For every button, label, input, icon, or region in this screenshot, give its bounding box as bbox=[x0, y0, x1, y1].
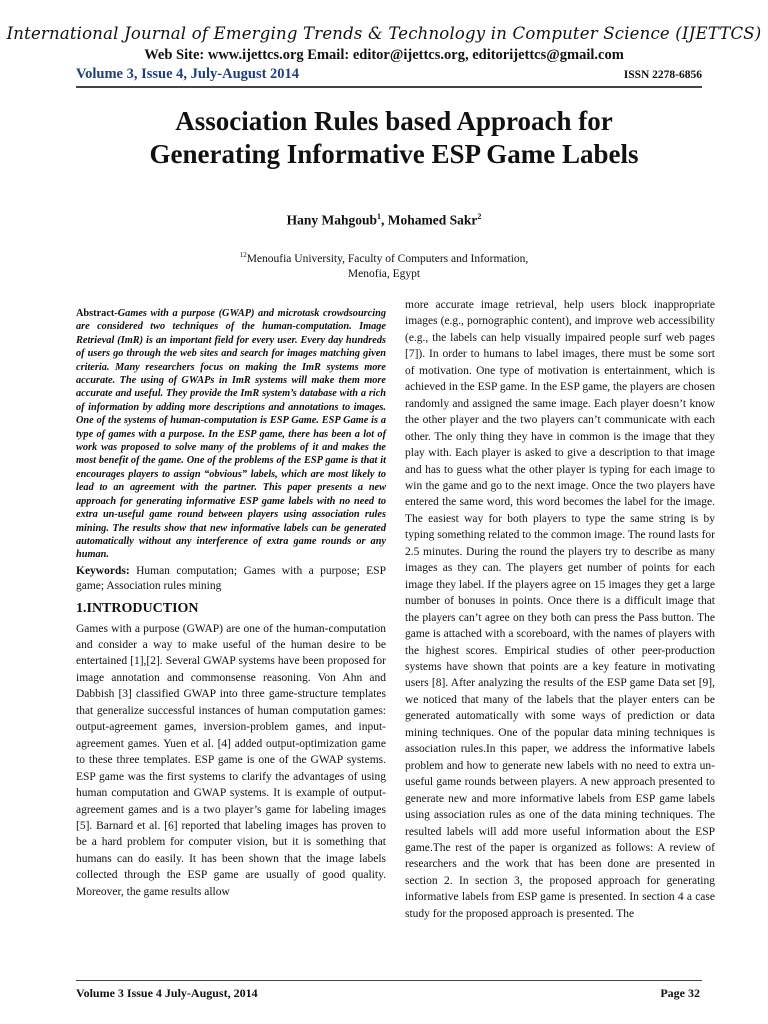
footer-divider bbox=[76, 980, 702, 981]
authors bbox=[0, 212, 768, 229]
volume-info: Volume 3, Issue 4, July-August 2014 bbox=[76, 66, 300, 82]
issn: ISSN 2278-6856 bbox=[623, 69, 702, 81]
journal-website-line: Web Site: www.ijettcs.org Email: editor@ijettcs.org, editorijettcs@gmail.com bbox=[144, 47, 624, 63]
left-column bbox=[76, 307, 386, 900]
author-1-affiliation-mark: 1 bbox=[377, 212, 381, 221]
section-heading-introduction: 1.INTRODUCTION bbox=[76, 600, 199, 616]
affiliation-line-1: Menoufia University, Faculty of Computers and Information, bbox=[246, 252, 529, 265]
author-1: Hany Mahgoub bbox=[286, 212, 377, 228]
page-number: Page 32 bbox=[660, 986, 700, 1000]
introduction-text-right: more accurate image retrieval, help users block inappropriate images (e.g., pornographic content), and improve web accessibility (e.g., the labels can help visually impaired people surf web pages [7]). In order to humans to label images, there must be some sort of motivation. One type of motivation is entertainment, which is achieved in the ESP game. In the ESP game, the players are chosen randomly and assigned the same image. Each player doesn’t know the other player and the two players can’t communicate with each other. The only thing they have in common is the image that they play with. Each player is asked to give a description to that image and has to guess what the other player is typing for each image to win the game and go to the next image. Once the two players have entered the same word, this word becomes the label for the image. The easiest way for both players to type the same string is by typing something related to the common image. The round lasts for 2.5 minutes. During the round the players try to describe as many images as they can. The players get number of points for each image they label. If the players agree on 15 images they get a large number of bonuses in points. Once there is a difficult image that the players can’t agree on they both can press the Pass button. The game is attached with a scoreboard, with the names of players with the highest scores. Empirical studies of other peer-production systems have shown that points are a key feature in motivating users [8]. After analyzing the results of the ESP game Data set [9], we noticed that many of the labels that the player enters can be generated automatically with some ways of prediction or data mining techniques. One of the popular data mining techniques is association rules.In this paper, we address the informative labels problem and how to generate new labels with no need to extra un-useful game rounds between players. A new approach presented to generate new and more informative labels from ESP game labels using association rules as one of the data mining techniques. The resulted labels will add more useful information about the ESP game.The rest of the paper is organized as follows: A review of researchers and the work that has been done are presented in section 2. In section 3, the proposed approach for generating informative labels from ESP game is presented. In section 4 a case study for the proposed approach is presented. The bbox=[405, 299, 715, 920]
keywords-label: Keywords: bbox=[76, 564, 130, 577]
footer-volume: Volume 3 Issue 4 July-August, 2014 bbox=[76, 986, 258, 1000]
keywords-text: Human computation; Games with a purpose; ESP game; Association rules mining bbox=[76, 564, 386, 593]
affiliation-mark: 12 bbox=[239, 251, 247, 259]
volume-issn-line bbox=[76, 66, 702, 83]
journal-title: International Journal of Emerging Trends & Technology in Computer Science (IJETTCS) bbox=[6, 24, 762, 43]
author-2-affiliation-mark: 2 bbox=[477, 212, 482, 221]
header-divider bbox=[76, 86, 702, 88]
affiliation bbox=[0, 248, 768, 282]
abstract bbox=[76, 307, 386, 562]
introduction-text-left: Games with a purpose (GWAP) are one of the human-computation and consider a way to make useful of the human desire to be entertained [1],[2]. Several GWAP systems have been proposed for image annotation and commonsense reasoning. Von Ahn and Dabbish [3] classified GWAP into three game-structure templates that generalize successful instances of human computation games: output-agreement games, inversion-problem games, and input-agreement games. Yuen et al. [4] added output-optimization game to these three templates. ESP game is one of the GWAP systems. ESP game was the first systems to clarify the advantages of using human computation and GWAP systems. It is example of output-agreement games and is a two player’s game for labeling images [5]. Barnard et al. [6] reported that labeling images has proven to be a hard problem for computer vision, but it is something that humans can do easily. It has been shown that the image labels collected through the ESP game are usually of good quality. Moreover, the game results allow bbox=[76, 622, 386, 898]
abstract-label: Abstract- bbox=[76, 308, 118, 319]
affiliation-line-2: Menofia, Egypt bbox=[347, 267, 421, 280]
author-separator: , bbox=[381, 212, 388, 228]
keywords bbox=[76, 564, 386, 595]
paper-title bbox=[60, 105, 728, 171]
paper-title-line-2: Generating Informative ESP Game Labels bbox=[149, 139, 639, 169]
abstract-text: Games with a purpose (GWAP) and microtask crowdsourcing are considered two techniques of the human-computation. Image Retrieval (ImR) is an important field for every user. Every day hundreds of users go through the web sites and search for images matching given criteria. Many researchers focus on making the ImR systems more accurate. The using of GWAPs in ImR systems will make them more accurate and useful. They provide the ImR system’s database with a rich of information by adding more descriptions and annotations to images. One of the systems of human-computation is ESP Game. ESP Game is a type of games with a purpose. In the ESP game, there has been a lot of work was proposed to solve many of the problems of it and makes the most benefit of the game. One of the problems of the ESP game is that it encourages players to assign “obvious” labels, which are most likely to lead to an agreement with the partner. This paper presents a new approach for generating informative ESP game labels with no need to extra un-useful game round between players using association rules mining. The results show that new informative labels can be generated automatically without any interference of extra game rounds or any human. bbox=[76, 308, 386, 561]
author-2: Mohamed Sakr bbox=[387, 212, 478, 228]
paper-title-line-1: Association Rules based Approach for bbox=[175, 106, 613, 136]
right-column bbox=[405, 297, 715, 922]
